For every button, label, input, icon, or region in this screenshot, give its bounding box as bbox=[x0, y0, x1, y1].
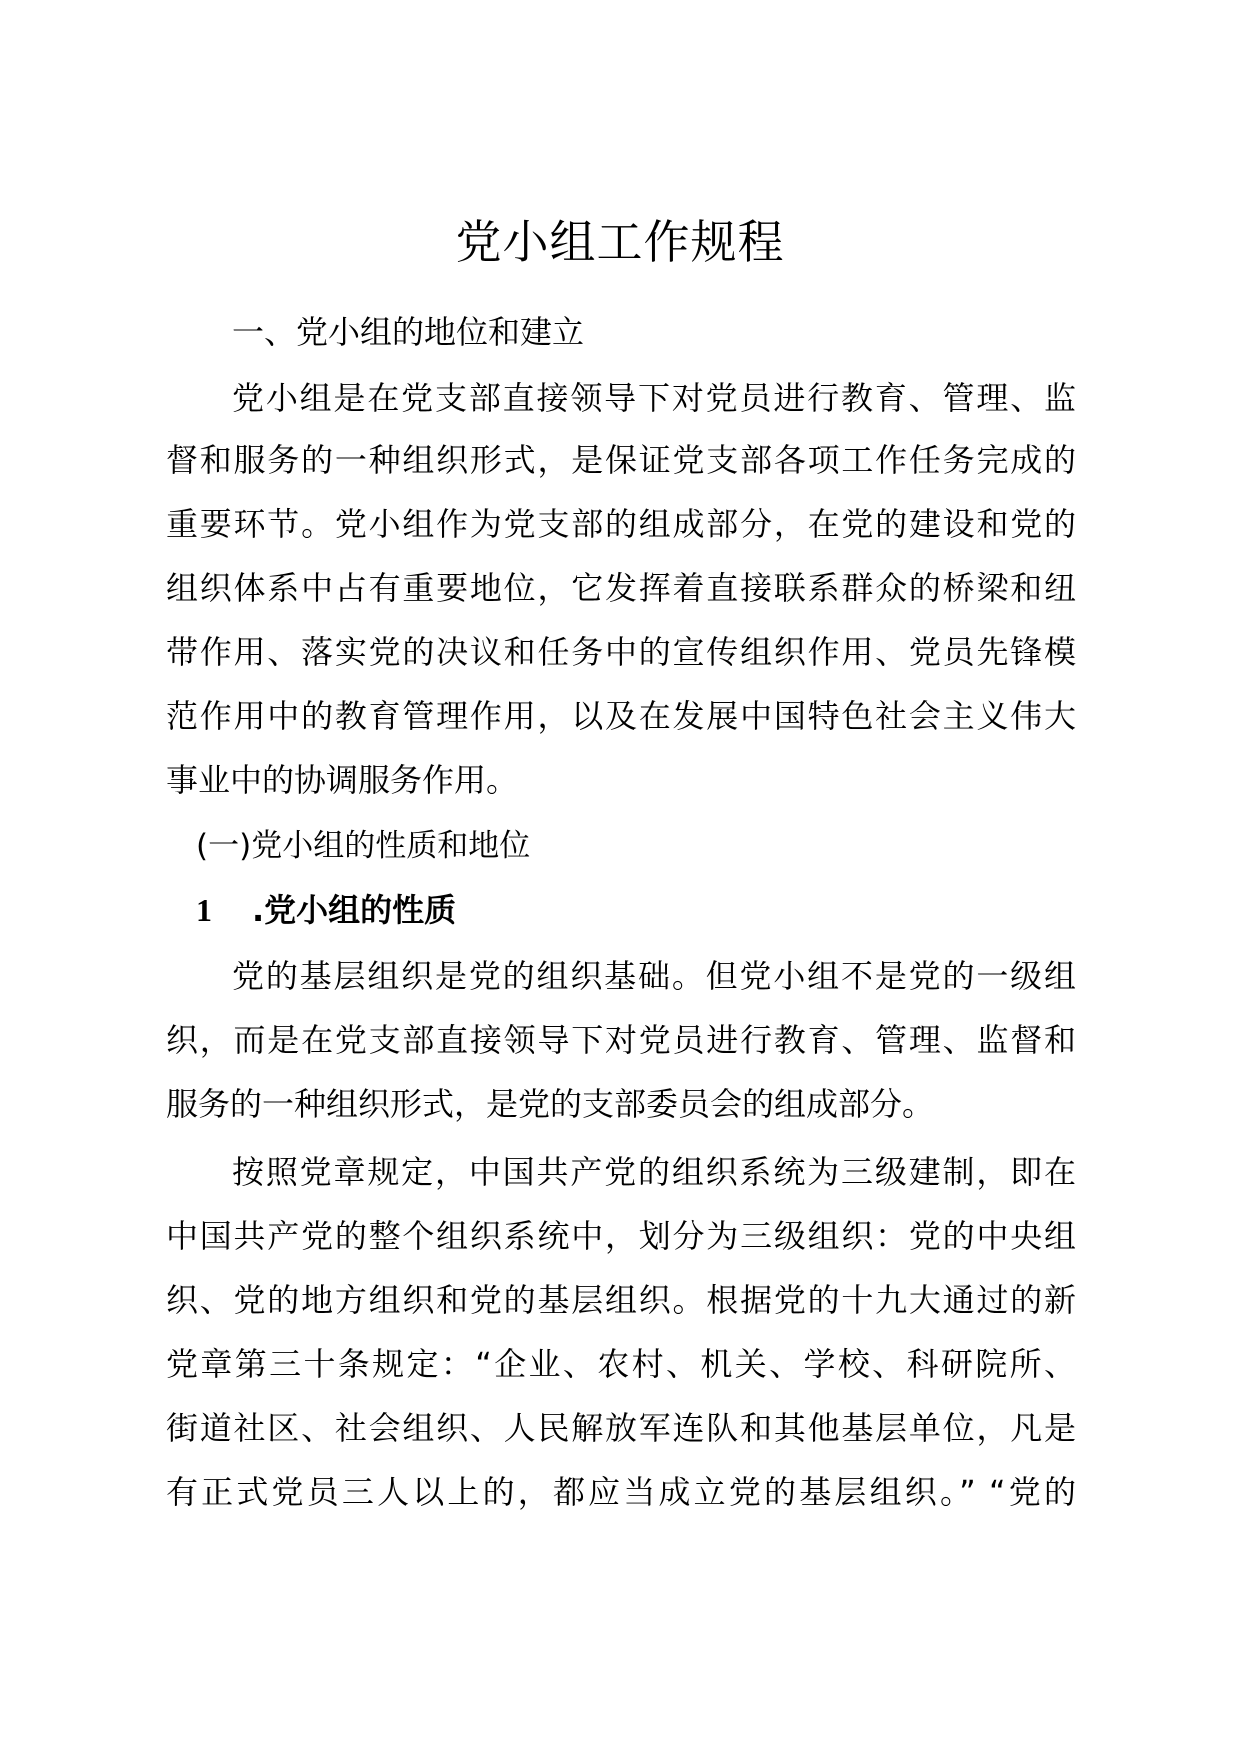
paragraph-line: 街道社区、社会组织、人民解放军连队和其他基层单位，凡是 bbox=[166, 1409, 1076, 1447]
item-heading-text: .党小组的性质 bbox=[252, 891, 457, 929]
paragraph-line: 按照党章规定，中国共产党的组织系统为三级建制，即在 bbox=[232, 1153, 1076, 1191]
paragraph-line: 党小组是在党支部直接领导下对党员进行教育、管理、监 bbox=[232, 379, 1076, 417]
paragraph-line: 有正式党员三人以上的，都应当成立党的基层组织。” “党的 bbox=[166, 1473, 1076, 1511]
paragraph-line: 服务的一种组织形式，是党的支部委员会的组成部分。 bbox=[166, 1085, 935, 1123]
paragraph-line: 党章第三十条规定：“企业、农村、机关、学校、科研院所、 bbox=[166, 1345, 1076, 1383]
item-number: 1 bbox=[196, 892, 212, 928]
section-heading: 一、党小组的地位和建立 bbox=[232, 313, 585, 351]
paragraph-line: 织，而是在党支部直接领导下对党员进行教育、管理、监督和 bbox=[166, 1021, 1076, 1059]
paragraph-line: 组织体系中占有重要地位，它发挥着直接联系群众的桥梁和纽 bbox=[166, 569, 1076, 607]
paragraph-line: 范作用中的教育管理作用，以及在发展中国特色社会主义伟大 bbox=[166, 697, 1076, 735]
subsection-heading: (一)党小组的性质和地位 bbox=[196, 828, 531, 864]
paragraph-line: 中国共产党的整个组织系统中，划分为三级组织：党的中央组 bbox=[166, 1217, 1076, 1255]
item-heading bbox=[196, 890, 1106, 930]
paragraph-line: 重要环节。党小组作为党支部的组成部分，在党的建设和党的 bbox=[166, 505, 1076, 543]
paragraph-line: 督和服务的一种组织形式，是保证党支部各项工作任务完成的 bbox=[166, 441, 1076, 479]
paragraph-line: 党的基层组织是党的组织基础。但党小组不是党的一级组 bbox=[232, 957, 1076, 995]
document-title: 党小组工作规程 bbox=[455, 215, 785, 269]
paragraph-line: 织、党的地方组织和党的基层组织。根据党的十九大通过的新 bbox=[166, 1281, 1076, 1319]
paragraph-line: 带作用、落实党的决议和任务中的宣传组织作用、党员先锋模 bbox=[166, 633, 1076, 671]
paragraph-line: 事业中的协调服务作用。 bbox=[166, 761, 519, 799]
